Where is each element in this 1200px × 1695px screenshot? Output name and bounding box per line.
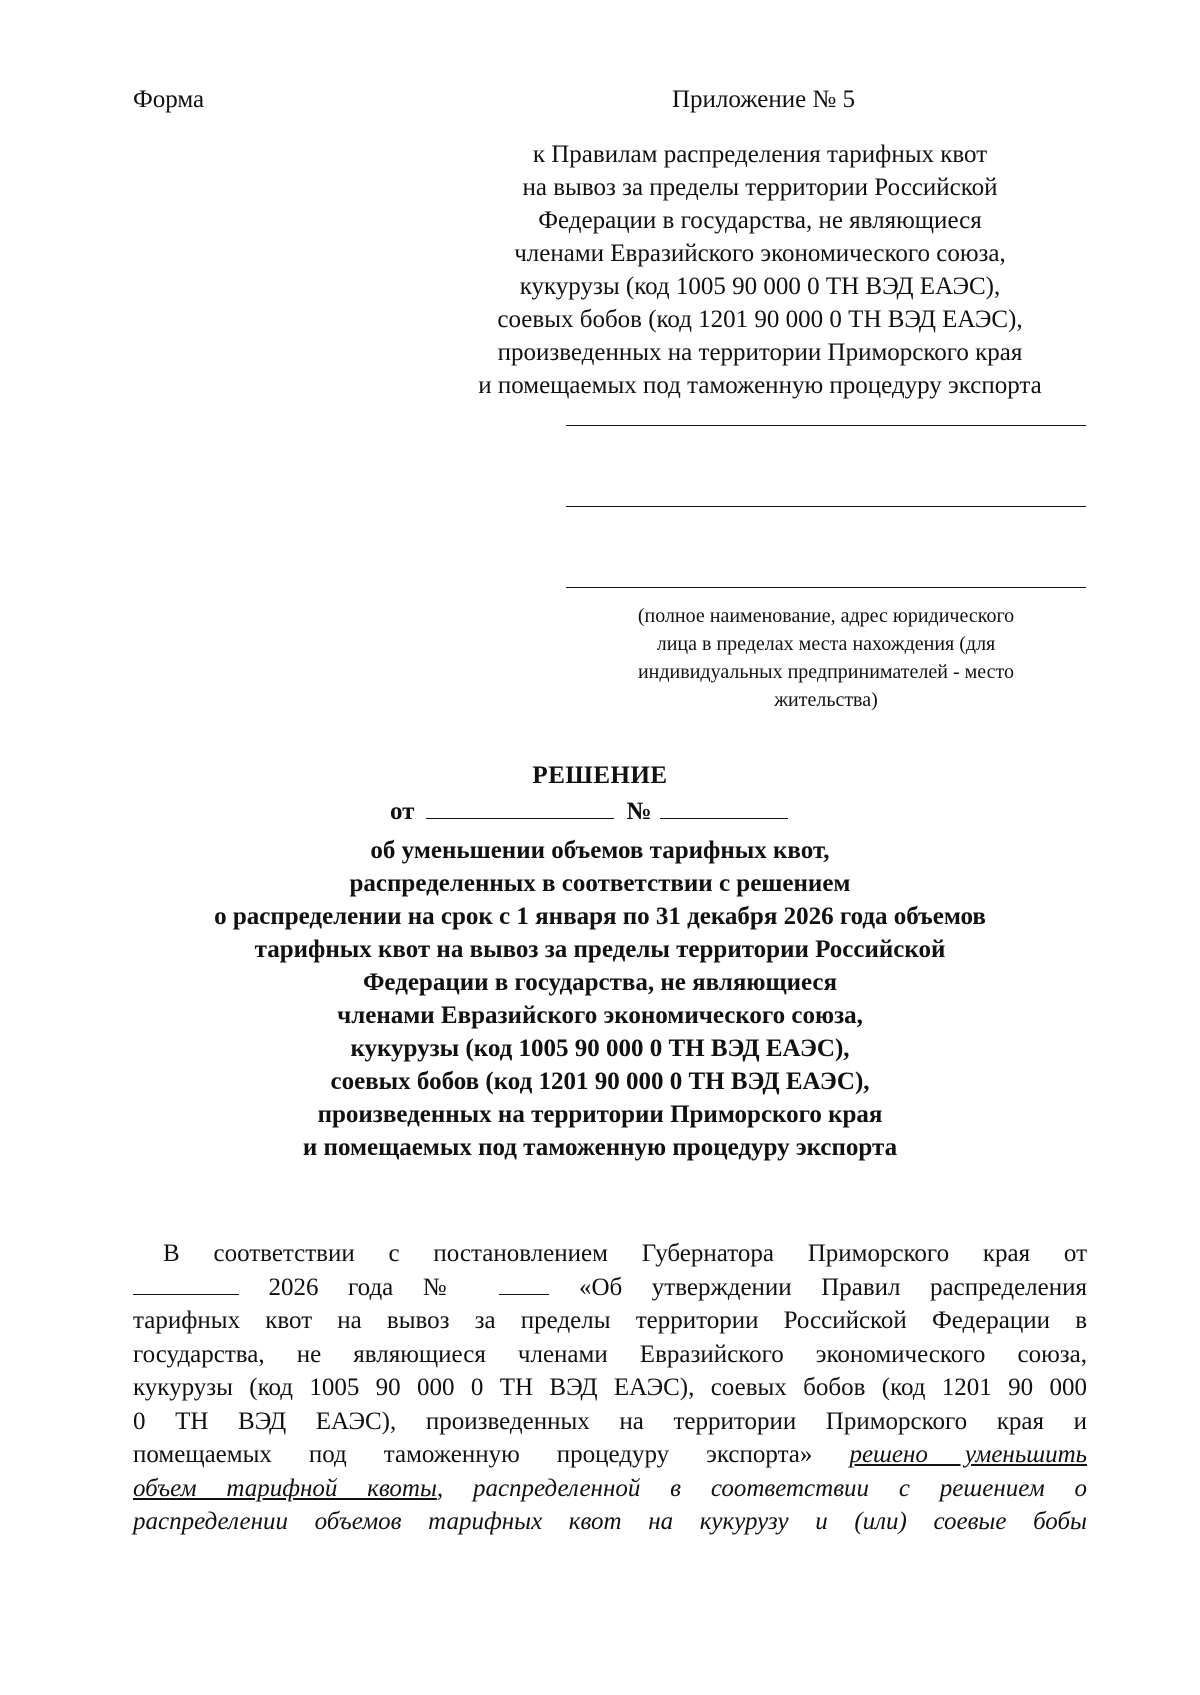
- heading-line: тарифных квот на вывоз за пределы территории Российской: [254, 936, 946, 963]
- appendix-line: к Правилам распределения тарифных квот: [532, 141, 988, 168]
- addressee-blank-line-2: [566, 506, 1086, 507]
- appendix-line: на вывоз за пределы территории Российской: [522, 174, 998, 201]
- heading-line: Федерации в государства, не являющиеся: [362, 969, 838, 996]
- decree-date-blank: [133, 1274, 239, 1295]
- appendix-line: и помещаемых под таможенную процедуру экспорта: [478, 372, 1042, 399]
- decision-title: РЕШЕНИЕ: [532, 762, 668, 789]
- caption-line: лица в пределах места нахождения (для: [656, 633, 996, 655]
- body-line: государства, не являющиеся членами Евразийского экономического союза,: [133, 1340, 1087, 1368]
- appendix-line: произведенных на территории Приморского края: [497, 339, 1023, 366]
- body-line: 2026 года № «Об утверждении Правил распределения: [133, 1271, 1087, 1305]
- heading-line: соевых бобов (код 1201 90 000 0 ТН ВЭД ЕАЭС),: [330, 1068, 870, 1095]
- body-line: помещаемых под таможенную процедуру экспорта» решено уменьшить: [133, 1441, 1088, 1468]
- addressee-caption: [560, 602, 1092, 714]
- addressee-blank-line-3: [566, 587, 1086, 588]
- caption-line: индивидуальных предпринимателей - место: [637, 661, 1015, 683]
- body-line: 0 ТН ВЭД ЕАЭС), произведенных на территории Приморского края и: [133, 1407, 1087, 1435]
- caption-line: (полное наименование, адрес юридического: [637, 605, 1015, 627]
- body-paragraph: [133, 1237, 1087, 1539]
- number-blank: [660, 800, 788, 819]
- caption-line: жительства): [774, 689, 878, 711]
- underlined-phrase: объем тарифной квоты: [133, 1474, 437, 1502]
- date-blank: [426, 800, 614, 819]
- addressee-blank-line-1: [566, 425, 1086, 426]
- appendix-line: членами Евразийского экономического союза,: [514, 240, 1006, 267]
- body-line: распределении объемов тарифных квот на кукурузу и (или) соевые бобы: [133, 1508, 1087, 1535]
- body-line: тарифных квот на вывоз за пределы территории Российской Федерации в: [133, 1307, 1087, 1334]
- appendix-description: [420, 138, 1100, 402]
- underlined-phrase: решено уменьшить: [849, 1441, 1088, 1468]
- decision-heading: [150, 834, 1050, 1164]
- body-line: В соответствии с постановлением Губернатора Приморского края от: [163, 1240, 1087, 1267]
- appendix-number: Приложение № 5: [672, 86, 856, 113]
- decision-date-number-line: [390, 798, 788, 826]
- heading-line: произведенных на территории Приморского края: [317, 1101, 883, 1128]
- form-label: Форма: [133, 86, 205, 113]
- appendix-line: кукурузы (код 1005 90 000 0 ТН ВЭД ЕАЭС),: [519, 273, 1001, 300]
- heading-line: об уменьшении объемов тарифных квот,: [370, 837, 830, 864]
- decree-number-blank: [499, 1274, 549, 1295]
- heading-line: членами Евразийского экономического союза,: [337, 1002, 863, 1029]
- body-line: объем тарифной квоты, распределенной в соответствии с решением о: [133, 1474, 1087, 1502]
- appendix-line: Федерации в государства, не являющиеся: [538, 207, 982, 234]
- appendix-line: соевых бобов (код 1201 90 000 0 ТН ВЭД ЕАЭС),: [497, 306, 1023, 333]
- heading-line: и помещаемых под таможенную процедуру экспорта: [302, 1134, 898, 1161]
- heading-line: распределенных в соответствии с решением: [349, 870, 851, 897]
- body-line: кукурузы (код 1005 90 000 0 ТН ВЭД ЕАЭС), соевых бобов (код 1201 90 000: [133, 1374, 1087, 1401]
- from-label: от: [390, 798, 415, 825]
- heading-line: о распределении на срок с 1 января по 31 декабря 2026 года объемов: [214, 903, 986, 930]
- number-label: №: [626, 798, 652, 825]
- heading-line: кукурузы (код 1005 90 000 0 ТН ВЭД ЕАЭС),: [350, 1035, 850, 1062]
